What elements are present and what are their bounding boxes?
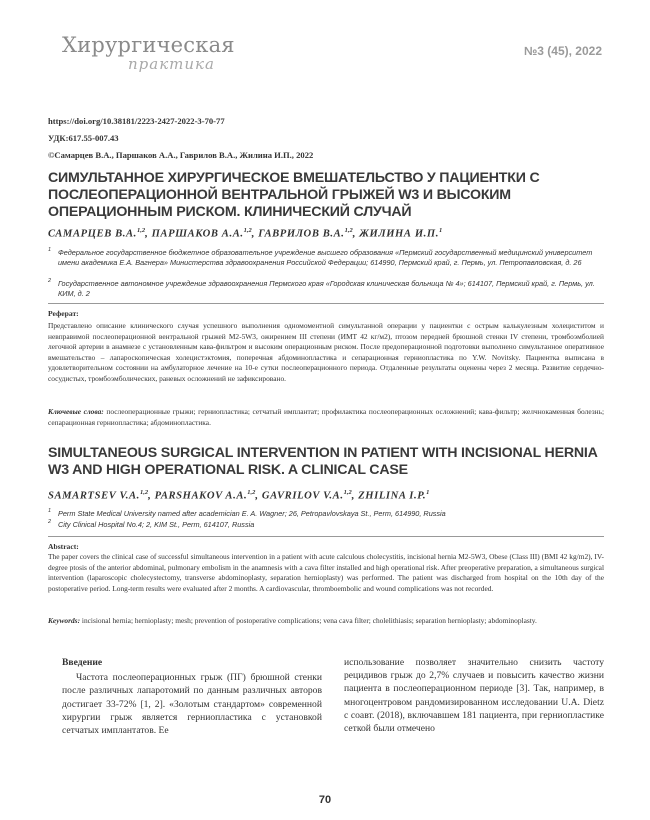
journal-subtitle: практика (128, 55, 215, 73)
ru-affiliation-1 (48, 248, 604, 268)
author-name: САМАРЦЕВ В.А. (48, 228, 137, 240)
journal-logo (62, 34, 235, 72)
affiliation-text: City Clinical Hospital No.4; 2, KIM St., Perm, 614107, Russia (58, 520, 255, 529)
keywords-text: послеоперационные грыжи; герниопластика; сетчатый имплантат; профилактика послеоперационных осложнений; кава-фильтр; желчнокаменная болезнь; сепарационная герниопластика; абдоминопластика. (48, 407, 604, 427)
divider (48, 303, 604, 304)
author-affiliation-marker: 1,2 (247, 489, 256, 496)
en-abstract-label: Abstract: (48, 542, 79, 551)
affiliation-text: Федеральное государственное бюджетное образовательное учреждение высшего образования «Пермский государственный медицинский университет имени академика Е.А. Вагнера» Министерства здравоохранения Российской Федерации; 614990, Пермский край, г. Пермь, ул. Петропавловская, д. 26 (58, 248, 593, 267)
author-name: ПАРШАКОВ А.А. (151, 228, 244, 240)
affiliation-number: 2 (48, 278, 52, 284)
ru-abstract-label: Реферат: (48, 309, 79, 318)
author-name: PARSHAKOV A.A. (154, 490, 248, 502)
udc-code: УДК:617.55-007.43 (48, 133, 119, 143)
author-name: ZHILINA I.P. (358, 490, 427, 502)
author-affiliation-marker: 1,2 (344, 227, 353, 234)
author-name: ЖИЛИНА И.П. (359, 228, 439, 240)
doi-link[interactable]: https://doi.org/10.38181/2223-2427-2022-3-70-77 (48, 116, 225, 126)
author-affiliation-marker: 1,2 (243, 227, 252, 234)
author-name: ГАВРИЛОВ В.А. (258, 228, 345, 240)
copyright-line: ©Самарцев В.А., Паршаков А.А., Гаврилов В.А., Жилина И.П., 2022 (48, 150, 314, 160)
ru-keywords (48, 407, 604, 428)
author-name: GAVRILOV V.A. (261, 490, 344, 502)
ru-title: СИМУЛЬТАННОЕ ХИРУРГИЧЕСКОЕ ВМЕШАТЕЛЬСТВО У ПАЦИЕНТКИ С ПОСЛЕОПЕРАЦИОННОЙ ВЕНТРАЛЬНОЙ ГРЫЖЕЙ W3 И ВЫСОКИМ ОПЕРАЦИОННЫМ РИСКОМ. КЛИНИЧЕСКИЙ СЛУЧАЙ (48, 170, 540, 220)
en-affiliation-2 (48, 520, 604, 530)
author-affiliation-marker: 1,2 (136, 227, 146, 234)
keywords-label: Ключевые слова: (48, 407, 104, 416)
affiliation-text: Государственное автономное учреждение здравоохранения Пермского края «Городская клиническая больница № 4»; 614107, Пермский край, г. Пермь, ул. КИМ, д. 2 (58, 279, 595, 298)
paragraph: использование позволяет значительно снизить частоту рецидивов грыж до 2,7% случаев и повысить качество жизни пациента в послеоперационном периоде [3]. Так, например, в многоцентровом рандомизированном исследовании U.A. Dietz с соавт. (2018), включавшем 181 пациента, при герниопластике сеткой были отмечено (344, 657, 604, 735)
en-abstract: The paper covers the clinical case of successful simultaneous intervention in a patient with acute calculous cholecystitis, incisional hernia M2-5W3, Obese (Class III) (BMI 42 kg/m2), IV-degree ptosis of the anterior abdominal, pulmonary embolism in the anamnesis with a cava filter installed and high operational risk. After preoperative preparation, a simultaneous surgical intervention (laparoscopic cholecystectomy, transverse abdominoplasty, separation hernioplasty) was performed. The patient was discharged from hospital on the 10th day of the postoperative period. Long-term results were evaluated after 2 months. A cardiovascular, thromboembolic and wound complications was not recorded. (48, 552, 604, 593)
page-number: 70 (318, 794, 332, 806)
ru-abstract: Представлено описание клинического случая успешного выполнения одномоментной симультанной операции у пациентки с острым калькулезным холециститом и невправимой послеоперационной вентральной грыжей M2-5W3, ожирением III степени (ИМТ 42 кг/м2), птозом передней брюшной стенки IV степени, тромбоэмболией легочной артерии в анамнезе с установленным кава-фильтром и высоким операционным риском. После предоперационной подготовки выполнено симультанное оперативное вмешательство – лапароскопическая холецистэктомия, поперечная абдоминопластика и сепарационная герниопластика по Y.W. Novitsky. Пациентка выписана в удовлетворительном состоянии на амбулаторное лечение на 10-е сутки послеоперационного периода. Отдаленные результаты оценены через 2 месяца. Развитие сердечно-сосудистых, тромбоэмболических, раневых осложнений не зафиксировано. (48, 321, 604, 383)
affiliation-number: 1 (48, 508, 52, 514)
keywords-label: Keywords: (48, 616, 81, 625)
affiliation-number: 1 (48, 247, 52, 253)
en-authors: SAMARTSEV V.A.$^{1,2}$, PARSHAKOV A.A.$^{1,2}$, GAVRILOV V.A.$^{1,2}$, ZHILINA I.P.$^1$ (48, 489, 430, 502)
en-keywords (48, 616, 604, 627)
intro-right-column (344, 656, 604, 735)
intro-left-column (62, 656, 322, 737)
section-heading: Введение (62, 657, 103, 668)
paragraph: Частота послеоперационных грыж (ПГ) брюшной стенки после различных лапаротомий по данным различных авторов достигает 33-72% [1, 2]. «Золотым стандартом» современной хирургии грыж является герниопластика с установкой сетчатых имплантатов. Ее (62, 672, 322, 737)
ru-affiliation-2 (48, 279, 604, 299)
author-affiliation-marker: 1 (426, 489, 430, 496)
author-affiliation-marker: 1 (439, 227, 443, 234)
author-affiliation-marker: 1,2 (343, 489, 352, 496)
issue-number: №3 (45), 2022 (523, 44, 602, 58)
journal-title: Хирургическая (62, 33, 235, 57)
en-affiliation-1 (48, 509, 604, 519)
author-affiliation-marker: 1,2 (139, 489, 149, 496)
keywords-text: incisional hernia; hernioplasty; mesh; prevention of postoperative complications; vena cava filter; cholelithiasis; separation hernioplasty; abdominoplasty. (81, 616, 537, 625)
affiliation-text: Perm State Medical University named after academician E. A. Wagner; 26, Petropavlovskaya St., Perm, 614990, Russia (58, 509, 446, 518)
en-title: SIMULTANEOUS SURGICAL INTERVENTION IN PATIENT WITH INCISIONAL HERNIA W3 AND HIGH OPERATIONAL RISK. A CLINICAL CASE (48, 445, 598, 478)
ru-authors: САМАРЦЕВ В.А.$^{1,2}$, ПАРШАКОВ А.А.$^{1,2}$, ГАВРИЛОВ В.А.$^{1,2}$, ЖИЛИНА И.П.$^1$ (48, 227, 443, 240)
divider (48, 536, 604, 537)
affiliation-number: 2 (48, 519, 52, 525)
author-name: SAMARTSEV V.A. (48, 490, 140, 502)
